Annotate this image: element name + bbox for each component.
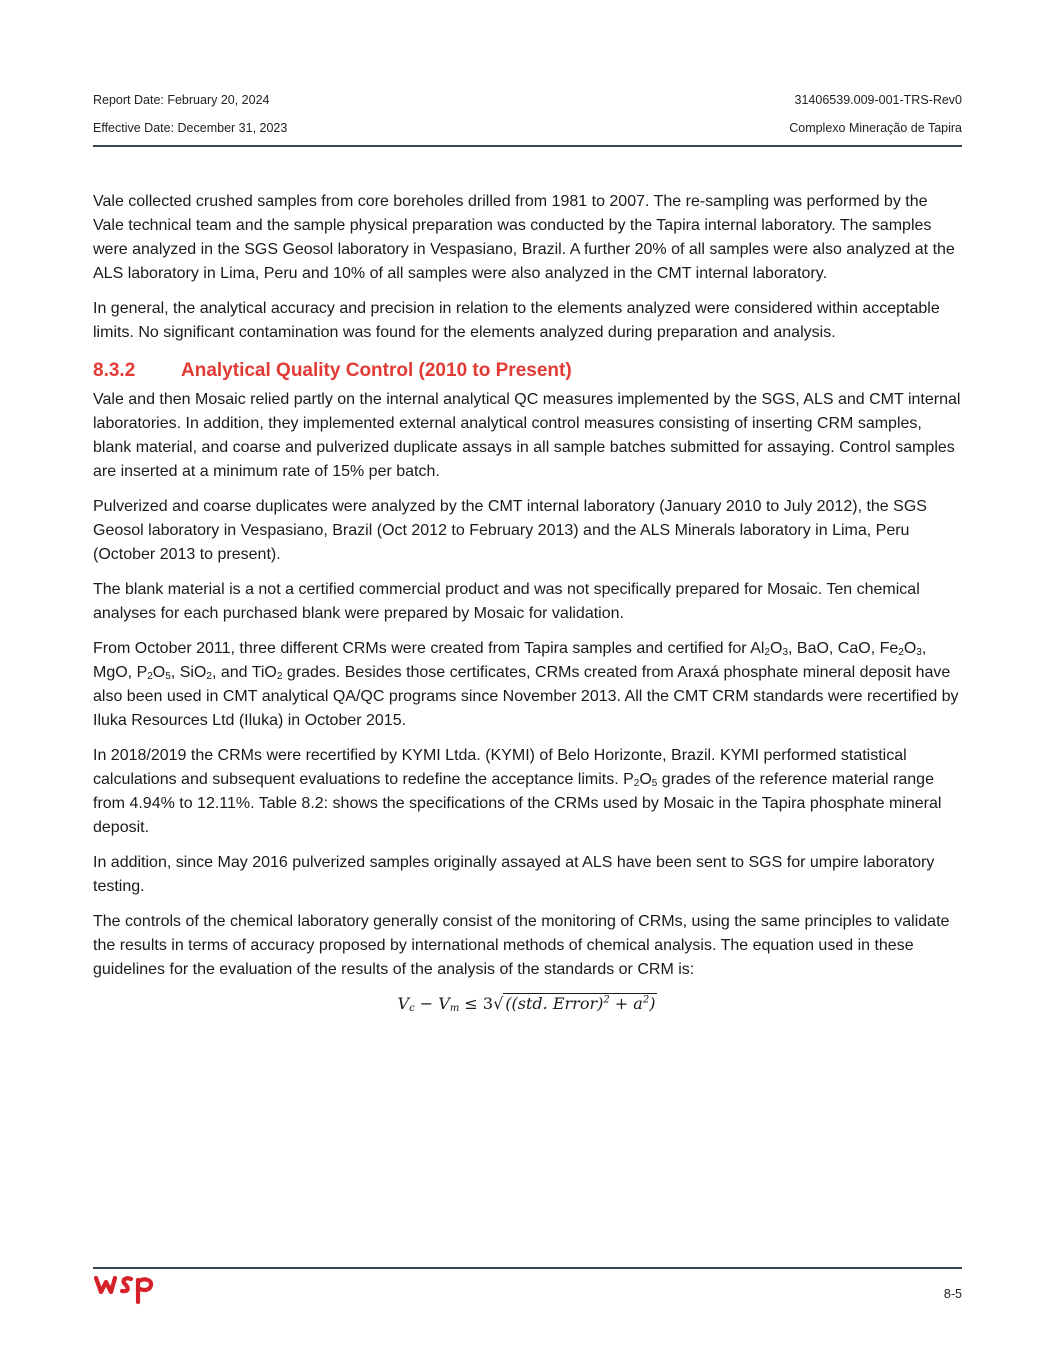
header-row-1 xyxy=(93,92,962,108)
eq-operator: − xyxy=(414,994,439,1013)
text-run: From October 2011, three different CRMs were created from Tapira samples and certified for xyxy=(93,640,751,657)
section-title: Analytical Quality Control (2010 to Present) xyxy=(181,360,572,381)
subscript: 3 xyxy=(782,647,788,658)
eq-term: ) xyxy=(649,994,656,1013)
formula-part: P xyxy=(623,771,634,788)
formula-p2o5 xyxy=(623,771,657,788)
radical-sign: √ xyxy=(493,994,504,1013)
subscript: 2 xyxy=(147,671,153,682)
eq-term: ((std. Error) xyxy=(505,994,604,1013)
paragraph: Pulverized and coarse duplicates were analyzed by the CMT internal laboratory (January 2010 to July 2012), the SGS Geosol laboratory in Vespasiano, Brazil (Oct 2012 to February 2013) and the ALS Minerals laboratory in Lima, Peru (October 2013 to present). xyxy=(93,498,927,563)
radicand xyxy=(503,993,657,1013)
subscript: 2 xyxy=(633,778,640,789)
crm-evaluation-equation xyxy=(93,991,962,1017)
header-divider xyxy=(93,145,962,147)
formula-part: Al xyxy=(750,640,765,657)
formula-part: O xyxy=(152,664,166,681)
subscript: 5 xyxy=(651,778,658,789)
formula-part: Fe xyxy=(879,640,899,657)
paragraph-recertification xyxy=(93,744,962,840)
formula-fe2o3 xyxy=(880,640,922,657)
superscript: 2 xyxy=(642,994,650,1006)
formula-sio2 xyxy=(180,664,212,681)
text-run: , xyxy=(170,664,180,681)
text-run: grades. Besides those certificates, CRMs created from Araxá phosphate mineral deposit have also been used in CMT analytical QA/QC programs since November 2013. All the CMT CRM standards were recertified by Iluka Resources Ltd (Iluka) in October 2015. xyxy=(93,664,959,729)
formula-al2o3 xyxy=(750,640,788,657)
subscript: m xyxy=(449,1003,460,1014)
subscript: 2 xyxy=(206,671,212,682)
footer-divider xyxy=(93,1267,962,1269)
paragraph: In addition, since May 2016 pulverized samples originally assayed at ALS have been sent to SGS for umpire laboratory testing. xyxy=(93,854,935,895)
subscript: 3 xyxy=(916,647,922,658)
eq-operator: ≤ 3 xyxy=(459,994,494,1013)
paragraph-crm-elements xyxy=(93,637,962,733)
text-run: grades of the reference material range from 4.94% to 12.11%. Table 8.2: shows the specifications of the CRMs used by Mosaic in the Tapira phosphate mineral deposit. xyxy=(93,771,942,836)
formula-part: O xyxy=(639,771,652,788)
paragraph: Vale collected crushed samples from core boreholes drilled from 1981 to 2007. The re-sampling was performed by the Vale technical team and the sample physical preparation was conducted by the Tapira internal laboratory. The samples were analyzed in the SGS Geosol laboratory in Vespasiano, Brazil. A further 20% of all samples were also analyzed at the ALS laboratory in Lima, Peru and 10% of all samples were also analyzed in the CMT internal laboratory. xyxy=(93,193,955,282)
paragraph: In general, the analytical accuracy and precision in relation to the elements analyzed were considered within acceptable limits. No significant contamination was found for the elements analyzed during preparation and analysis. xyxy=(93,300,940,341)
report-date: Report Date: February 20, 2024 xyxy=(93,93,270,107)
eq-term: + a xyxy=(609,994,643,1013)
eq-var-vm: V xyxy=(438,994,450,1013)
project-name: Complexo Mineração de Tapira xyxy=(789,121,962,135)
formula-part: SiO xyxy=(179,664,207,681)
formula-part: TiO xyxy=(251,664,277,681)
subscript: 2 xyxy=(764,647,770,658)
subscript: 5 xyxy=(165,671,171,682)
page-content xyxy=(93,190,962,1017)
formula-part: O xyxy=(769,640,783,657)
section-number: 8.3.2 xyxy=(93,360,136,381)
text-run: , and xyxy=(211,664,252,681)
formula-p2o5 xyxy=(137,664,171,681)
header-row-2 xyxy=(93,120,962,136)
subscript: 2 xyxy=(898,647,904,658)
formula-part: P xyxy=(136,664,148,681)
page-number: 8-5 xyxy=(943,1287,962,1301)
paragraph: The blank material is a not a certified commercial product and was not specifically prepared for Mosaic. Ten chemical analyses for each purchased blank were prepared by Mosaic for validation. xyxy=(93,581,920,622)
subscript: 2 xyxy=(276,671,283,682)
effective-date: Effective Date: December 31, 2023 xyxy=(93,121,288,135)
eq-var-vc: V xyxy=(397,994,410,1013)
paragraph: Vale and then Mosaic relied partly on the internal analytical QC measures implemented by the SGS, ALS and CMT internal laboratories. In addition, they implemented external analytical control measures consisting of inserting CRM samples, blank material, and coarse and pulverized duplicate assays in all sample batches submitted for assaying. Control samples are inserted at a minimum rate of 15% per batch. xyxy=(93,391,961,480)
superscript: 2 xyxy=(603,994,610,1006)
subscript: c xyxy=(409,1003,415,1014)
text-run: , MgO, xyxy=(93,640,927,681)
text-run: , BaO, CaO, xyxy=(788,640,880,657)
formula-part: O xyxy=(903,640,917,657)
section-heading xyxy=(93,359,962,383)
wsp-logo xyxy=(93,1274,157,1308)
formula-tio2 xyxy=(252,664,283,681)
paragraph: The controls of the chemical laboratory generally consist of the monitoring of CRMs, using the same principles to validate the results in terms of accuracy proposed by international methods of chemical analysis. The equation used in these guidelines for the evaluation of the results of the analysis of the standards or CRM is: xyxy=(93,913,950,978)
text-run: In 2018/2019 the CRMs were recertified by KYMI Ltda. (KYMI) of Belo Horizonte, Brazil. KYMI performed statistical calculations and subsequent evaluations to redefine the acceptance limits. xyxy=(93,747,907,788)
document-number: 31406539.009-001-TRS-Rev0 xyxy=(794,93,962,107)
page-header xyxy=(93,92,962,147)
